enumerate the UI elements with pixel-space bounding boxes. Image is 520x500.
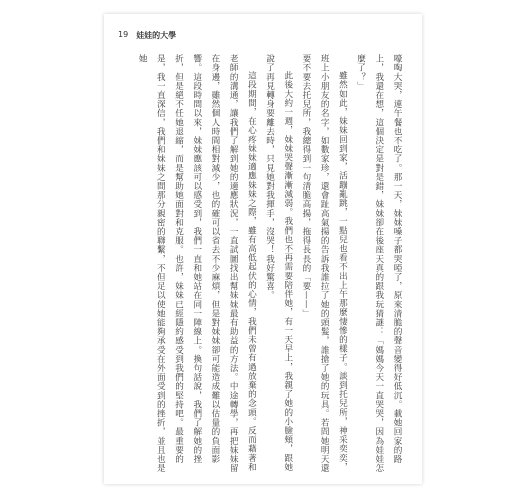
paragraph: 此後大約一週，妹妹哭聲漸漸減弱。我們也不再需要陪伴她，有一天早上，我親了她的小臉頰，跟她說了再見轉身要離去時，只見她對我揮手，沒哭！我好驚喜。 <box>264 54 293 472</box>
paragraph: 嚎啕大哭，連午餐也不吃了。那一天，妹妹嗓子都哭啞了，原來清脆的聲音變得好低沉。載她回家的路上，我還在想，這個決定是對是錯，妹妹卻在後座天真的跟我玩猜謎：「媽媽今天一直哭哭，因為娃娃怎麼了？」 <box>355 54 402 473</box>
page-header <box>118 30 176 41</box>
body-text <box>122 54 406 474</box>
running-title: 娃娃的大學 <box>136 31 177 40</box>
paragraph: 雖然如此，妹妹回到家，活蹦亂跳，一點兒也看不出上午那麼悽慘的樣子。談到托兒所，神采奕奕，班上小朋友的名字，如數家珍，還會趾高氣揚的告訴我誰拉了她的頭髮，誰搶了她的玩具。若問她明天還要不要去托兒所，我總得到一句清脆高揚，拖得長長的「要——」 <box>300 54 348 473</box>
paragraph: 這段期間，在心疼妹妹適應妹妹之際，雖有高低起伏的心情，我們未曾有過放棄的念頭。反而藉著和老師的溝通，讓我們了解到她的適應狀況，一直試圖找出幫妹妹最有助益的方法。中途轉學，再把妹妹留在身邊，雖然個人時間相對減少，也的確可以省去不少麻煩，但是對妹妹卻可能造成難以估量的負面影響。這段時間以來，妹妹應該可以感受到，我們一直和她站在同一陣線上。換句話說，我們了解她的挫折，但是絕不任她退縮，而是幫助她面對和克服。也許，妹妹已經隱約感受到我們的堅持吧。最重要的是，我一直深信，我們和妹妹之間那分親密的聯繫，不但足以使她能夠承受在外面受到的挫折，並且也是她 <box>137 54 257 473</box>
page-number: 19 <box>118 30 129 39</box>
